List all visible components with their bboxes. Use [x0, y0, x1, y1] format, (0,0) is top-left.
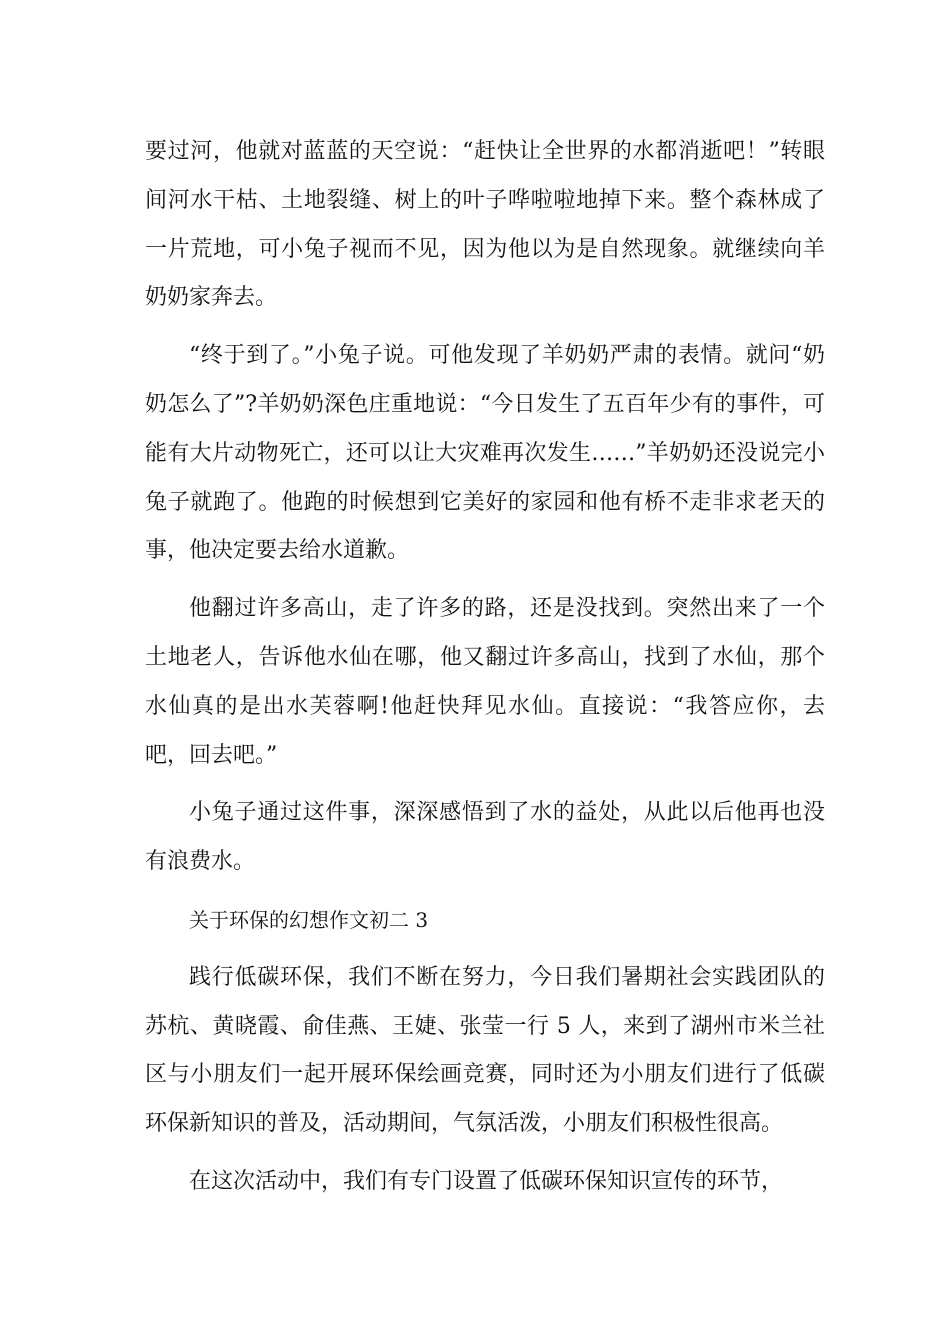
paragraph-4: 小兔子通过这件事，深深感悟到了水的益处，从此以后他再也没有浪费水。: [145, 800, 825, 875]
paragraph-5: 践行低碳环保，我们不断在努力，今日我们暑期社会实践团队的苏杭、黄晓霞、俞佳燕、王婕、张莹一行 5 人，来到了湖州市米兰社区与小朋友们一起开展环保绘画竞赛，同时还为小朋友们进行了低碳环保新知识的普及，活动期间，气氛活泼，小朋友们积极性很高。: [145, 964, 825, 1137]
paragraph-2: “终于到了。”小兔子说。可他发现了羊奶奶严肃的表情。就问“奶奶怎么了”?羊奶奶深色庄重地说：“今日发生了五百年少有的事件，可能有大片动物死亡，还可以让大灾难再次发生……”羊奶奶还没说完小兔子就跑了。他跑的时候想到它美好的家园和他有桥不走非求老天的事，他决定要去给水道歉。: [145, 343, 825, 564]
paragraph-3: 他翻过许多高山，走了许多的路，还是没找到。突然出来了一个土地老人，告诉他水仙在哪，他又翻过许多高山，找到了水仙，那个水仙真的是出水芙蓉啊!他赶快拜见水仙。直接说：“我答应你，去吧，回去吧。”: [145, 596, 825, 768]
document-body: [145, 128, 825, 1207]
paragraph-1: 要过河，他就对蓝蓝的天空说：“赶快让全世界的水都消逝吧！”转眼间河水干枯、土地裂缝、树上的叶子哗啦啦地掉下来。整个森林成了一片荒地，可小兔子视而不见，因为他以为是自然现象。就继续向羊奶奶家奔去。: [145, 139, 825, 311]
paragraph-6: 在这次活动中，我们有专门设置了低碳环保知识宣传的环节，: [189, 1168, 784, 1194]
section-heading: 关于环保的幻想作文初二 3: [189, 907, 429, 932]
